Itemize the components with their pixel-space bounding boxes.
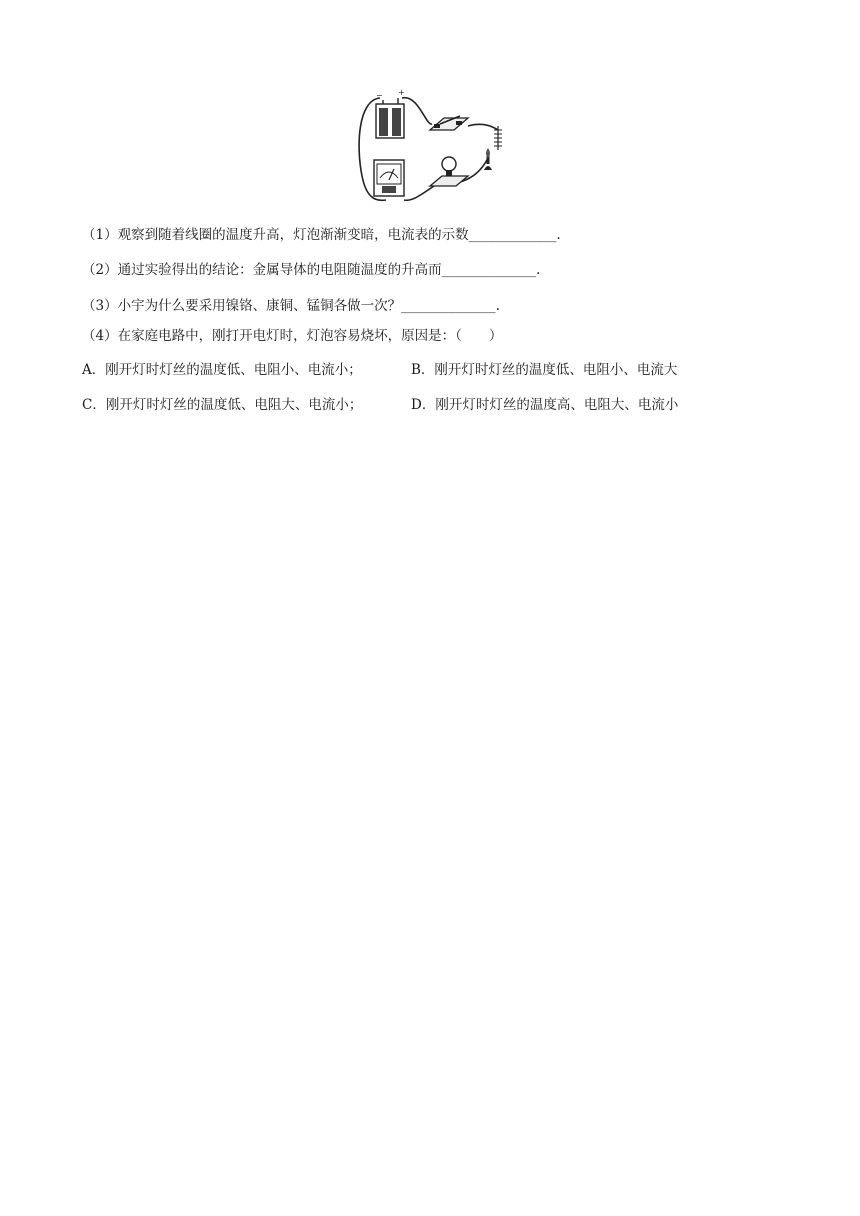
battery xyxy=(376,88,405,138)
wire xyxy=(468,124,498,130)
question-4: （4）在家庭电路中，刚打开电灯时，灯泡容易烧坏，原因是：（ ） xyxy=(82,328,503,344)
wire xyxy=(404,186,434,200)
question-2: （2）通过实验得出的结论：金属导体的电阻随温度的升高而______________. xyxy=(82,262,541,278)
ammeter xyxy=(374,160,404,196)
resistance-coil xyxy=(494,126,502,150)
question-3: （3）小宇为什么要采用镍铬、康铜、锰铜各做一次？______________. xyxy=(82,298,500,314)
switch xyxy=(430,116,468,130)
wire xyxy=(402,98,432,124)
battery-plus-label: + xyxy=(398,88,405,97)
option-c: C．刚开灯时灯丝的温度低、电阻大、电流小； xyxy=(82,397,363,413)
option-d: D．刚开灯时灯丝的温度高、电阻大、电流小 xyxy=(411,397,679,413)
option-a: A．刚开灯时灯丝的温度低、电阻小、电流小； xyxy=(82,362,362,378)
option-b: B．刚开灯时灯丝的温度低、电阻小、电流大 xyxy=(411,362,678,378)
question-1: （1）观察到随着线圈的温度升高，灯泡渐渐变暗，电流表的示数_____________. xyxy=(82,227,561,243)
circuit-diagram xyxy=(352,86,512,208)
battery-minus-label: − xyxy=(376,91,383,100)
alcohol-lamp xyxy=(484,148,492,170)
